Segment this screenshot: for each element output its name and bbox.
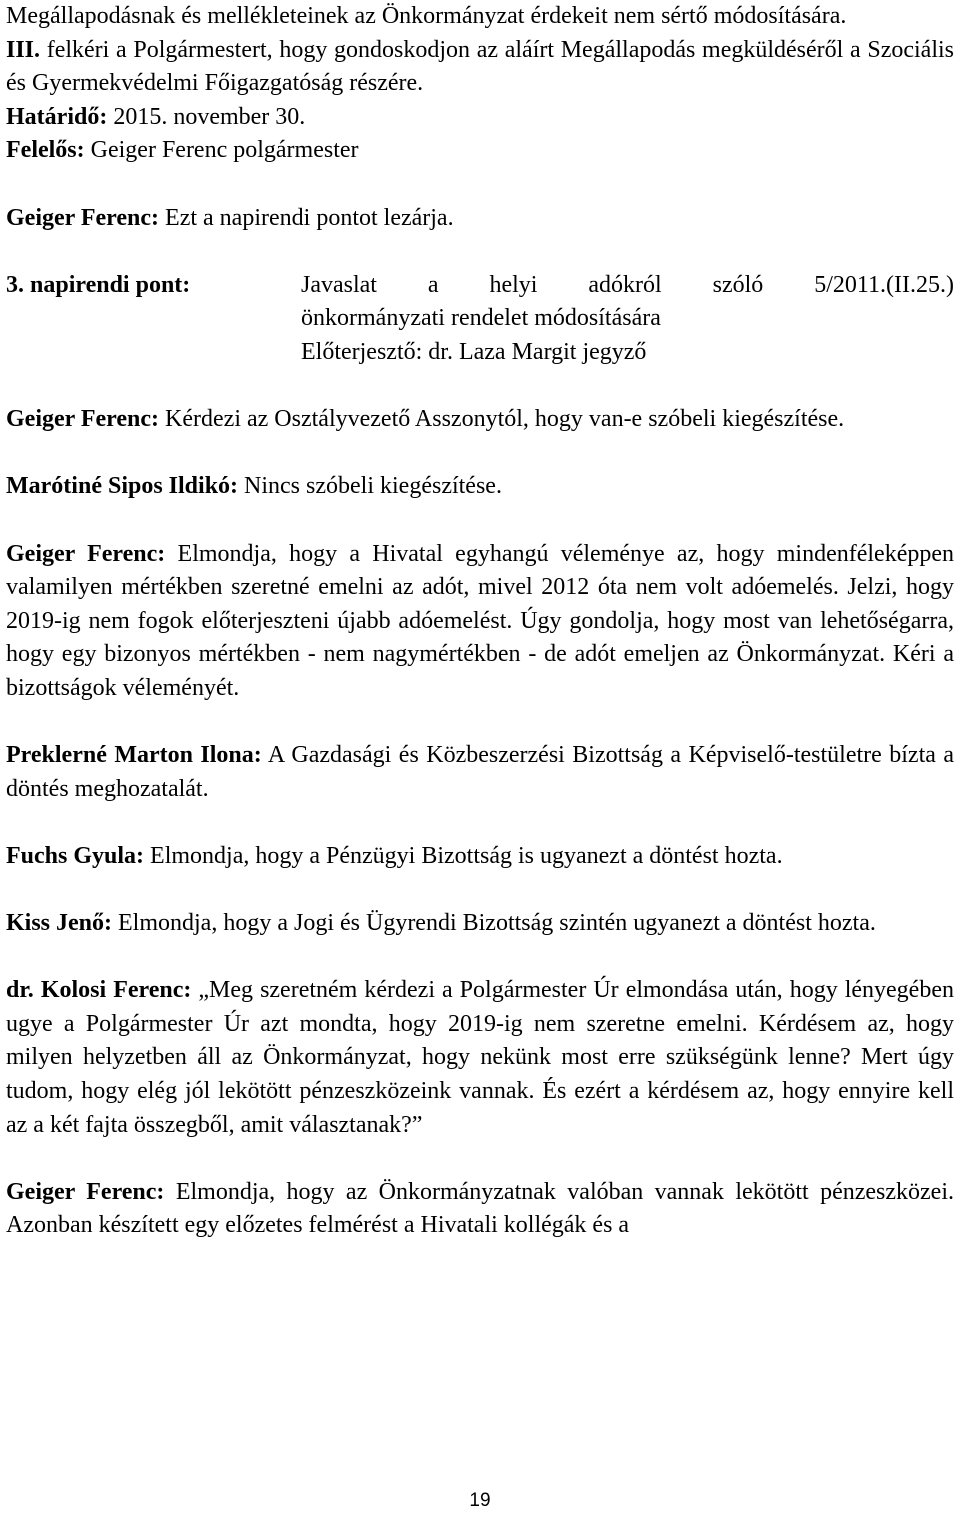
text-run: Kérdezi az Osztályvezető Asszonytól, hogy van-e szóbeli kiegészítése. bbox=[159, 406, 845, 433]
paragraph bbox=[6, 974, 954, 1142]
bold-label: Határidő: bbox=[6, 103, 108, 130]
paragraph bbox=[6, 739, 954, 806]
bold-label: dr. Kolosi Ferenc: bbox=[6, 977, 192, 1004]
text-run: Ezt a napirendi pontot lezárja. bbox=[159, 204, 454, 231]
text-run: Geiger Ferenc polgármester bbox=[84, 137, 359, 164]
bold-label: Preklerné Marton Ilona: bbox=[6, 742, 262, 769]
text-run: Elmondja, hogy a Pénzügyi Bizottság is ugyanezt a döntést hozta. bbox=[144, 842, 783, 869]
text-run: Nincs szóbeli kiegészítése. bbox=[238, 473, 502, 500]
paragraph bbox=[6, 538, 954, 706]
bold-label: III. bbox=[6, 36, 41, 63]
text-run: Elmondja, hogy a Hivatal egyhangú véleménye az, hogy mindenféleképpen valamilyen mértékben szeretné emelni az adót, mivel 2012 óta nem volt adóemelés. Jelzi, hogy 2019-ig nem fogok előterjeszteni újabb adóemelést. Úgy gondolja, hogy most van lehetőségarra, hogy egy bizonyos mértékben - nem nagymértékben - de adót emeljen az Önkormányzat. Kéri a bizottságok véleményét. bbox=[6, 540, 954, 701]
paragraph bbox=[6, 34, 954, 101]
bold-label: Geiger Ferenc: bbox=[6, 406, 160, 433]
paragraph bbox=[6, 202, 954, 236]
text-run: Megállapodásnak és mellékleteinek az Önkormányzat érdekeit nem sértő módosítására. bbox=[6, 3, 847, 29]
agenda-label: 3. napirendi pont: bbox=[6, 271, 191, 298]
agenda-body bbox=[301, 269, 954, 370]
bold-label: Fuchs Gyula: bbox=[6, 842, 145, 869]
page-number: 19 bbox=[469, 1490, 491, 1511]
paragraph bbox=[6, 403, 954, 437]
paragraph bbox=[6, 840, 954, 874]
text-run: A Gazdasági és Közbeszerzési Bizottság a Képviselő-testületre bízta a döntés meghozatalát. bbox=[6, 742, 955, 802]
agenda-item bbox=[6, 269, 954, 370]
bold-label: Kiss Jenő: bbox=[6, 910, 113, 937]
paragraph bbox=[6, 101, 954, 135]
bold-label: Geiger Ferenc: bbox=[6, 204, 160, 231]
bold-label: Geiger Ferenc: bbox=[6, 1178, 165, 1205]
text-run: 2015. november 30. bbox=[107, 103, 306, 130]
text-run: Elmondja, hogy az Önkormányzatnak valóban vannak lekötött pénzeszközei. Azonban készített egy előzetes felmérést a Hivatali kollégák és a bbox=[6, 1178, 954, 1239]
paragraph bbox=[6, 1176, 954, 1243]
agenda-title-line2: önkormányzati rendelet módosítására bbox=[301, 305, 661, 332]
bold-label: Felelős: bbox=[6, 137, 85, 164]
bold-label: Geiger Ferenc: bbox=[6, 540, 166, 567]
agenda-presenter: Előterjesztő: dr. Laza Margit jegyző bbox=[301, 338, 647, 365]
text-run: felkéri a Polgármestert, hogy gondoskodjon az aláírt Megállapodás megküldéséről a Szociális és Gyermekvédelmi Főigazgatóság részére. bbox=[6, 36, 954, 97]
paragraph bbox=[6, 470, 954, 504]
agenda-title-line1: Javaslat a helyi adókról szóló 5/2011.(II.25.) bbox=[301, 271, 954, 298]
bold-label: Marótiné Sipos Ildikó: bbox=[6, 473, 239, 500]
document-body bbox=[6, 0, 954, 1243]
paragraph bbox=[6, 0, 954, 34]
paragraph bbox=[6, 134, 954, 168]
paragraph bbox=[6, 907, 954, 941]
text-run: Elmondja, hogy a Jogi és Ügyrendi Bizottság szintén ugyanezt a döntést hozta. bbox=[112, 910, 876, 937]
text-run: „Meg szeretném kérdezi a Polgármester Úr elmondása után, hogy lényegében ugye a Polgármester Úr azt mondta, hogy 2019-ig nem szeretne emelni. Kérdésem az, hogy milyen helyzetben áll az Önkormányzat, hogy nekünk most erre szükségünk lenne? Mert úgy tudom, hogy elég jól lekötött pénzeszközeink vannak. És ezért a kérdésem az, hogy ennyire kell az a két fajta összegből, amit választanak?” bbox=[6, 977, 954, 1138]
